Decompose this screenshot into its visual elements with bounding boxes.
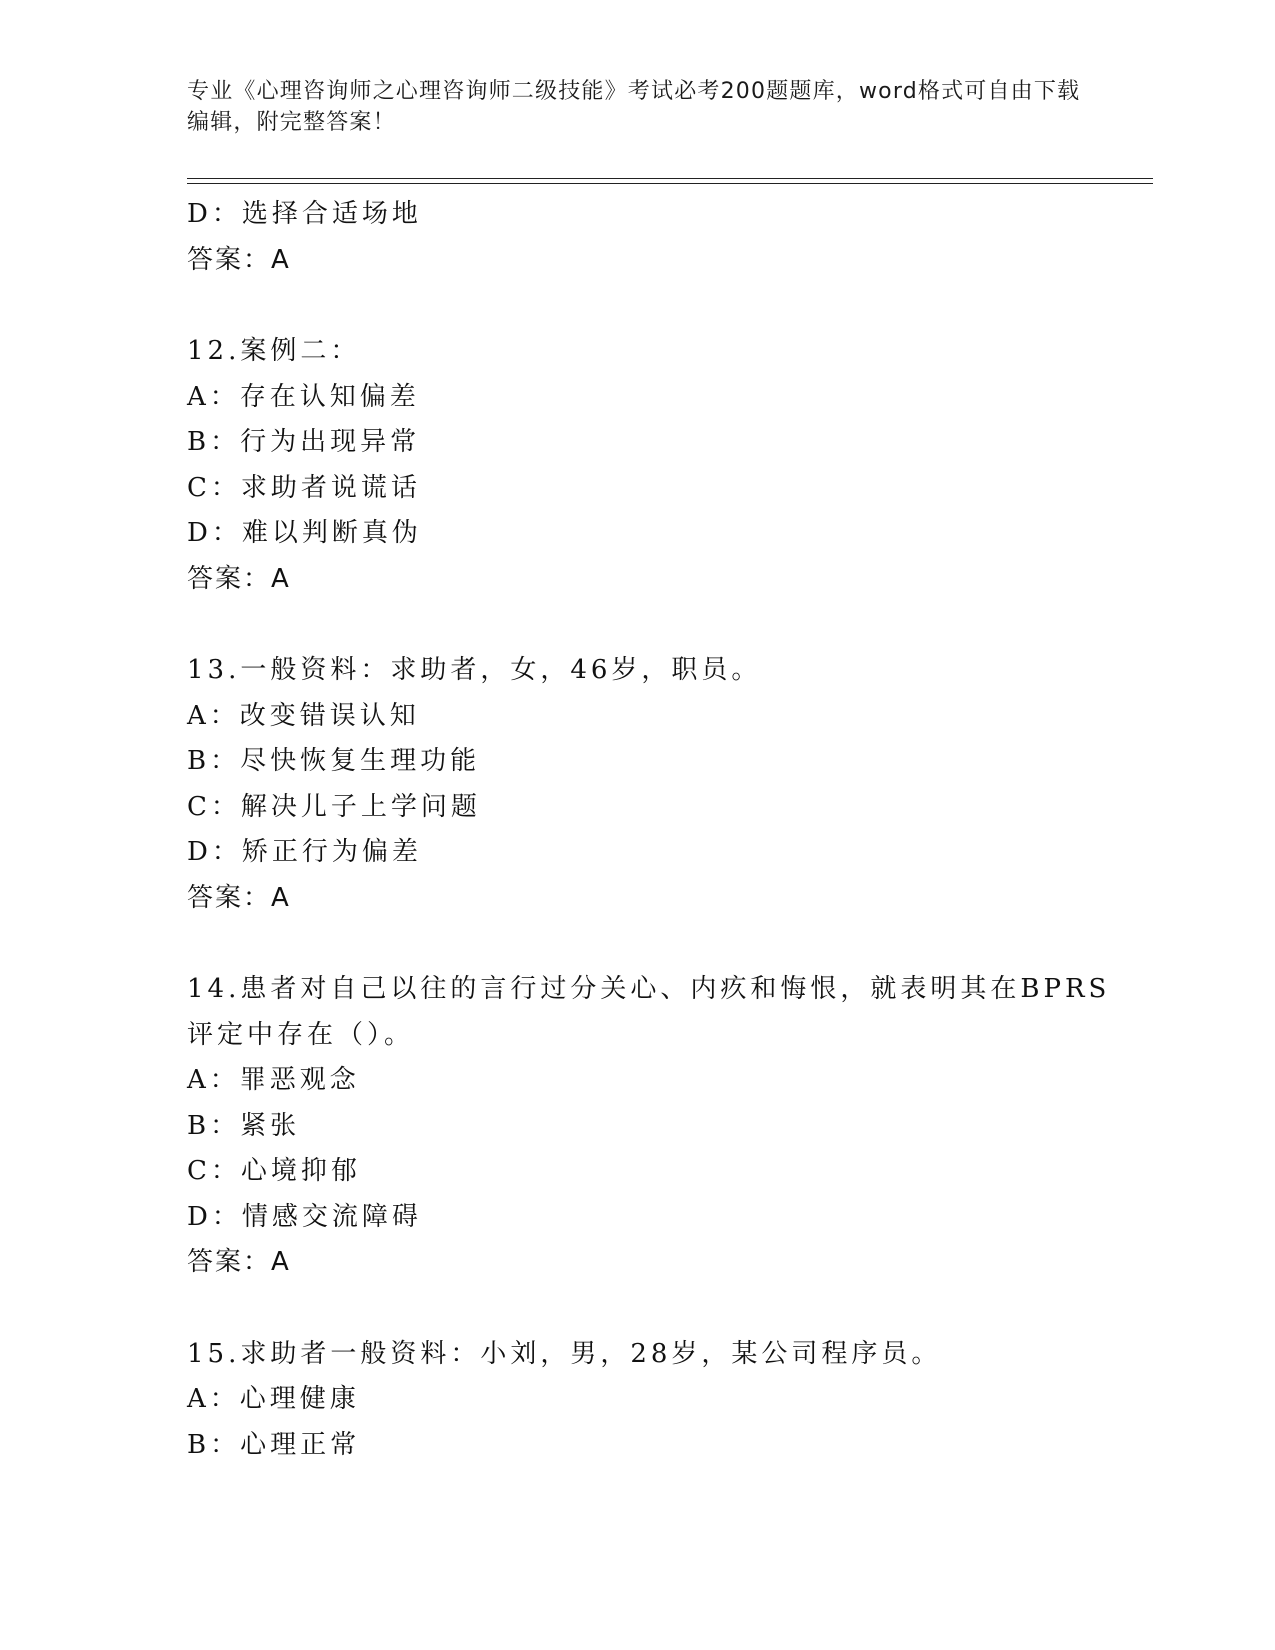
- spacer: [187, 921, 1153, 967]
- spacer: [187, 283, 1153, 329]
- question-stem: 13.一般资料：求助者，女，46岁，职员。: [187, 655, 762, 685]
- option-b: B：行为出现异常: [187, 427, 421, 457]
- option-c: C：解决儿子上学问题: [187, 791, 481, 822]
- answer-line: 答案：A: [187, 563, 291, 594]
- question-stem-line-1: 14.患者对自己以往的言行过分关心、内疚和悔恨，就表明其在BPRS: [187, 974, 1111, 1004]
- option-a: A：心理健康: [187, 1384, 360, 1414]
- option-b: B：尽快恢复生理功能: [187, 746, 481, 776]
- spacer: [187, 1286, 1153, 1332]
- option-c: C：求助者说谎话: [187, 472, 421, 503]
- question-list: [187, 192, 1153, 1468]
- question-stem: 12.案例二：: [187, 336, 361, 366]
- option-d: D：选择合适场地: [187, 199, 422, 229]
- question-11: [187, 192, 1153, 283]
- header-text: 专业《心理咨询师之心理咨询师二级技能》考试必考200题题库，word格式可自由下载编辑，附完整答案！: [187, 79, 1081, 135]
- option-a: A：改变错误认知: [187, 700, 420, 731]
- spacer: [187, 602, 1153, 648]
- document-header: [187, 76, 1087, 138]
- question-stem: 15.求助者一般资料：小刘，男，28岁，某公司程序员。: [187, 1338, 942, 1369]
- option-b: B：紧张: [187, 1110, 301, 1141]
- question-12: [187, 329, 1153, 602]
- option-d: D：难以判断真伪: [187, 518, 422, 548]
- question-stem-line-2: 评定中存在（）。: [187, 1019, 415, 1050]
- answer-line: 答案：A: [187, 1247, 291, 1277]
- option-d: D：矫正行为偏差: [187, 837, 422, 867]
- header-rule-bottom: [187, 183, 1153, 184]
- option-a: A：存在认知偏差: [187, 381, 420, 412]
- answer-line: 答案：A: [187, 882, 291, 913]
- question-14: [187, 967, 1153, 1286]
- option-d: D：情感交流障碍: [187, 1201, 422, 1232]
- question-15: [187, 1332, 1153, 1469]
- answer-line: 答案：A: [187, 244, 291, 275]
- question-13: [187, 648, 1153, 921]
- option-c: C：心境抑郁: [187, 1156, 361, 1186]
- option-b: B：心理正常: [187, 1429, 361, 1460]
- option-a: A：罪恶观念: [187, 1065, 360, 1095]
- header-rule-top: [187, 178, 1153, 179]
